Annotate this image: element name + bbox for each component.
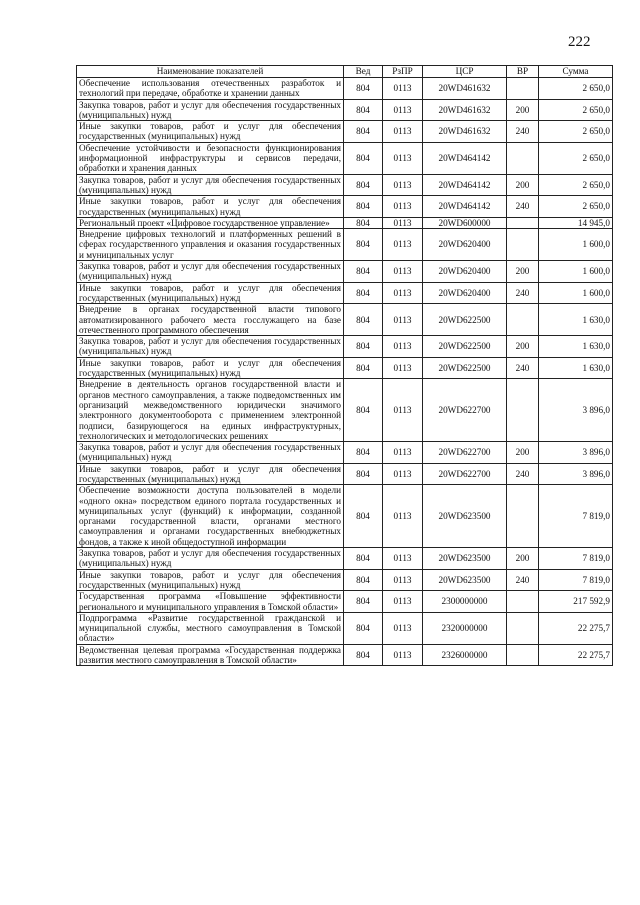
cell-csr: 2326000000 (423, 644, 507, 666)
cell-name: Обеспечение использования отечественных разработок и технологий при передаче, обработке и хранении данных (77, 78, 344, 100)
cell-csr: 2300000000 (423, 591, 507, 613)
cell-rzpr: 0113 (383, 229, 423, 261)
cell-vr (507, 304, 539, 336)
cell-sum: 2 650,0 (539, 99, 613, 121)
cell-rzpr: 0113 (383, 336, 423, 358)
table-row (77, 336, 613, 358)
cell-vr (507, 591, 539, 613)
cell-name: Закупка товаров, работ и услуг для обеспечения государственных (муниципальных) нужд (77, 442, 344, 464)
cell-rzpr: 0113 (383, 174, 423, 196)
cell-ved: 804 (344, 336, 383, 358)
table-header-row (77, 66, 613, 78)
cell-csr: 20WD461632 (423, 121, 507, 143)
cell-vr (507, 142, 539, 174)
cell-rzpr: 0113 (383, 304, 423, 336)
cell-vr: 240 (507, 196, 539, 218)
cell-name: Иные закупки товаров, работ и услуг для обеспечения государственных (муниципальных) нужд (77, 121, 344, 143)
cell-csr: 20WD622500 (423, 336, 507, 358)
cell-sum: 1 600,0 (539, 229, 613, 261)
header-sum: Сумма (539, 66, 613, 78)
cell-name: Обеспечение устойчивости и безопасности функционирования информационной инфраструктуры и сервисов передачи, обработки и хранения данных (77, 142, 344, 174)
cell-ved: 804 (344, 612, 383, 644)
cell-vr (507, 612, 539, 644)
header-ved: Вед (344, 66, 383, 78)
table-row (77, 217, 613, 228)
cell-csr: 20WD600000 (423, 217, 507, 228)
cell-rzpr: 0113 (383, 99, 423, 121)
table-row (77, 174, 613, 196)
cell-name: Внедрение цифровых технологий и платформенных решений в сферах государственного управления и оказания государственных и муниципальных услуг (77, 229, 344, 261)
cell-vr: 240 (507, 569, 539, 591)
table-row (77, 548, 613, 570)
cell-name: Региональный проект «Цифровое государственное управление» (77, 217, 344, 228)
cell-sum: 2 650,0 (539, 78, 613, 100)
cell-sum: 22 275,7 (539, 612, 613, 644)
cell-csr: 2320000000 (423, 612, 507, 644)
cell-csr: 20WD464142 (423, 196, 507, 218)
cell-sum: 1 630,0 (539, 357, 613, 379)
cell-ved: 804 (344, 644, 383, 666)
cell-ved: 804 (344, 591, 383, 613)
cell-rzpr: 0113 (383, 442, 423, 464)
table-row (77, 591, 613, 613)
cell-ved: 804 (344, 196, 383, 218)
cell-vr: 200 (507, 261, 539, 283)
cell-rzpr: 0113 (383, 121, 423, 143)
cell-name: Закупка товаров, работ и услуг для обеспечения государственных (муниципальных) нужд (77, 99, 344, 121)
cell-rzpr: 0113 (383, 196, 423, 218)
cell-rzpr: 0113 (383, 569, 423, 591)
table-row (77, 569, 613, 591)
cell-ved: 804 (344, 379, 383, 442)
cell-name: Иные закупки товаров, работ и услуг для обеспечения государственных (муниципальных) нужд (77, 463, 344, 485)
table-row (77, 612, 613, 644)
table-row (77, 261, 613, 283)
cell-rzpr: 0113 (383, 644, 423, 666)
cell-csr: 20WD623500 (423, 485, 507, 548)
cell-ved: 804 (344, 121, 383, 143)
cell-csr: 20WD464142 (423, 174, 507, 196)
cell-vr (507, 379, 539, 442)
cell-rzpr: 0113 (383, 485, 423, 548)
cell-vr: 200 (507, 99, 539, 121)
cell-vr: 200 (507, 336, 539, 358)
cell-vr: 240 (507, 282, 539, 304)
table-row (77, 644, 613, 666)
cell-ved: 804 (344, 569, 383, 591)
table-row (77, 99, 613, 121)
cell-name: Иные закупки товаров, работ и услуг для обеспечения государственных (муниципальных) нужд (77, 357, 344, 379)
table-row (77, 485, 613, 548)
cell-vr: 200 (507, 174, 539, 196)
cell-name: Ведомственная целевая программа «Государственная поддержка развития местного самоуправления в Томской области» (77, 644, 344, 666)
cell-ved: 804 (344, 282, 383, 304)
cell-csr: 20WD620400 (423, 229, 507, 261)
cell-rzpr: 0113 (383, 548, 423, 570)
cell-csr: 20WD620400 (423, 282, 507, 304)
cell-sum: 3 896,0 (539, 442, 613, 464)
cell-name: Государственная программа «Повышение эффективности регионального и муниципального управления в Томской области» (77, 591, 344, 613)
cell-csr: 20WD464142 (423, 142, 507, 174)
cell-ved: 804 (344, 485, 383, 548)
cell-sum: 22 275,7 (539, 644, 613, 666)
cell-csr: 20WD622700 (423, 442, 507, 464)
cell-name: Подпрограмма «Развитие государственной гражданской и муниципальной службы, местного самоуправления в Томской области» (77, 612, 344, 644)
cell-vr: 200 (507, 548, 539, 570)
cell-ved: 804 (344, 142, 383, 174)
cell-rzpr: 0113 (383, 612, 423, 644)
cell-name: Закупка товаров, работ и услуг для обеспечения государственных (муниципальных) нужд (77, 261, 344, 283)
cell-sum: 1 600,0 (539, 261, 613, 283)
cell-rzpr: 0113 (383, 261, 423, 283)
table-row (77, 442, 613, 464)
cell-csr: 20WD623500 (423, 548, 507, 570)
cell-ved: 804 (344, 357, 383, 379)
cell-csr: 20WD622700 (423, 379, 507, 442)
cell-sum: 1 630,0 (539, 304, 613, 336)
cell-ved: 804 (344, 463, 383, 485)
cell-name: Внедрение в деятельность органов государственной власти и органов местного самоуправления, а также подведомственных им организаций межведомственного юридически значимого электронного документооборота с применением электронной подписи, базирующегося на единых инфраструктурных, технологических и методологических решениях (77, 379, 344, 442)
cell-rzpr: 0113 (383, 591, 423, 613)
cell-sum: 217 592,9 (539, 591, 613, 613)
cell-csr: 20WD461632 (423, 99, 507, 121)
cell-csr: 20WD620400 (423, 261, 507, 283)
table-row (77, 121, 613, 143)
cell-name: Иные закупки товаров, работ и услуг для обеспечения государственных (муниципальных) нужд (77, 282, 344, 304)
cell-csr: 20WD622500 (423, 357, 507, 379)
cell-sum: 2 650,0 (539, 196, 613, 218)
table-row (77, 196, 613, 218)
table-row (77, 304, 613, 336)
cell-name: Иные закупки товаров, работ и услуг для обеспечения государственных (муниципальных) нужд (77, 569, 344, 591)
cell-name: Закупка товаров, работ и услуг для обеспечения государственных (муниципальных) нужд (77, 548, 344, 570)
cell-csr: 20WD623500 (423, 569, 507, 591)
cell-sum: 2 650,0 (539, 121, 613, 143)
cell-name: Обеспечение возможности доступа пользователей в модели «одного окна» посредством единого портала государственных и муниципальных услуг (функций) к информации, созданной органами государственной власти, органами местного самоуправления и органами государственных внебюджетных фондов, а также к иной общедоступной информации (77, 485, 344, 548)
header-vr: ВР (507, 66, 539, 78)
cell-sum: 3 896,0 (539, 379, 613, 442)
cell-ved: 804 (344, 548, 383, 570)
budget-table (76, 65, 613, 666)
table-row (77, 357, 613, 379)
cell-sum: 1 630,0 (539, 336, 613, 358)
cell-sum: 2 650,0 (539, 142, 613, 174)
cell-rzpr: 0113 (383, 379, 423, 442)
cell-vr (507, 485, 539, 548)
cell-name: Закупка товаров, работ и услуг для обеспечения государственных (муниципальных) нужд (77, 336, 344, 358)
table-row (77, 282, 613, 304)
cell-vr: 240 (507, 357, 539, 379)
header-rzpr: РзПР (383, 66, 423, 78)
cell-sum: 7 819,0 (539, 569, 613, 591)
cell-rzpr: 0113 (383, 282, 423, 304)
cell-ved: 804 (344, 304, 383, 336)
header-name: Наименование показателей (77, 66, 344, 78)
cell-name: Закупка товаров, работ и услуг для обеспечения государственных (муниципальных) нужд (77, 174, 344, 196)
cell-vr (507, 229, 539, 261)
table-row (77, 379, 613, 442)
cell-ved: 804 (344, 442, 383, 464)
table-row (77, 142, 613, 174)
cell-rzpr: 0113 (383, 78, 423, 100)
header-csr: ЦСР (423, 66, 507, 78)
table-row (77, 78, 613, 100)
cell-rzpr: 0113 (383, 142, 423, 174)
cell-vr (507, 217, 539, 228)
cell-csr: 20WD622700 (423, 463, 507, 485)
cell-vr: 200 (507, 442, 539, 464)
cell-ved: 804 (344, 174, 383, 196)
cell-vr (507, 644, 539, 666)
cell-ved: 804 (344, 99, 383, 121)
cell-sum: 7 819,0 (539, 548, 613, 570)
cell-vr: 240 (507, 121, 539, 143)
cell-rzpr: 0113 (383, 463, 423, 485)
cell-sum: 14 945,0 (539, 217, 613, 228)
page-number: 222 (568, 34, 591, 50)
cell-name: Иные закупки товаров, работ и услуг для обеспечения государственных (муниципальных) нужд (77, 196, 344, 218)
cell-ved: 804 (344, 229, 383, 261)
cell-sum: 3 896,0 (539, 463, 613, 485)
table-row (77, 229, 613, 261)
cell-rzpr: 0113 (383, 357, 423, 379)
cell-sum: 1 600,0 (539, 282, 613, 304)
cell-csr: 20WD461632 (423, 78, 507, 100)
cell-csr: 20WD622500 (423, 304, 507, 336)
cell-name: Внедрение в органах государственной власти типового автоматизированного рабочего места госслужащего на базе отечественного программного обеспечения (77, 304, 344, 336)
cell-ved: 804 (344, 217, 383, 228)
cell-rzpr: 0113 (383, 217, 423, 228)
cell-vr: 240 (507, 463, 539, 485)
cell-vr (507, 78, 539, 100)
cell-sum: 7 819,0 (539, 485, 613, 548)
cell-sum: 2 650,0 (539, 174, 613, 196)
cell-ved: 804 (344, 78, 383, 100)
cell-ved: 804 (344, 261, 383, 283)
table-row (77, 463, 613, 485)
